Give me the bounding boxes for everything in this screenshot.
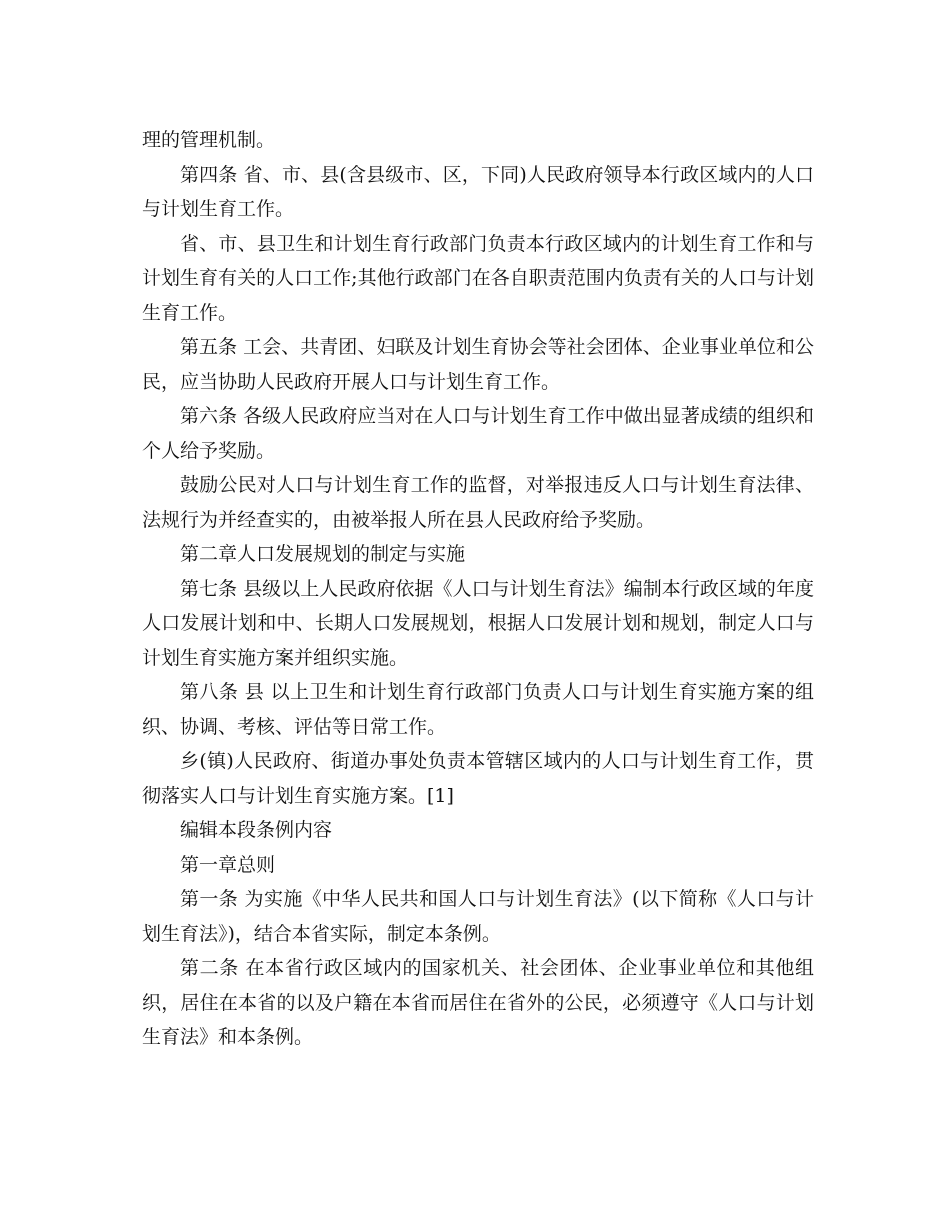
- paragraph-article-7: 第七条 县级以上人民政府依据《人口与计划生育法》编制本行政区域的年度人口发展计划和中、长期人口发展规划，根据人口发展计划和规划，制定人口与计划生育实施方案并组织实施。: [142, 577, 814, 669]
- chapter-1-heading: 第一章总则: [180, 853, 276, 876]
- paragraph-continuation: 理的管理机制。: [142, 129, 276, 151]
- paragraph-article-1: 第一条 为实施《中华人民共和国人口与计划生育法》(以下简称《人口与计划生育法》)，结合本省实际，制定本条例。: [142, 888, 814, 945]
- paragraph-article-6-part-2: 鼓励公民对人口与计划生育工作的监督，对举报违反人口与计划生育法律、法规行为并经查实的，由被举报人所在县人民政府给予奖励。: [142, 474, 814, 531]
- paragraph-article-8: 第八条 县 以上卫生和计划生育行政部门负责人口与计划生育实施方案的组织、协调、考核、评估等日常工作。: [142, 681, 814, 738]
- paragraph-article-8-part-2: 乡(镇)人民政府、街道办事处负责本管辖区域内的人口与计划生育工作，贯彻落实人口与计划生育实施方案。[1]: [142, 750, 814, 807]
- section-edit-heading: 编辑本段条例内容: [180, 819, 333, 841]
- paragraph-article-4-part-2: 省、市、县卫生和计划生育行政部门负责本行政区域内的计划生育工作和与计划生育有关的人口工作;其他行政部门在各自职责范围内负责有关的人口与计划生育工作。: [142, 232, 814, 324]
- paragraph-article-4: 第四条 省、市、县(含县级市、区，下同)人民政府领导本行政区域内的人口与计划生育工作。: [142, 163, 814, 220]
- paragraph-article-2: 第二条 在本省行政区域内的国家机关、社会团体、企业事业单位和其他组织，居住在本省的以及户籍在本省而居住在省外的公民，必须遵守《人口与计划生育法》和本条例。: [142, 957, 814, 1048]
- paragraph-article-6: 第六条 各级人民政府应当对在人口与计划生育工作中做出显著成绩的组织和个人给予奖励。: [142, 405, 814, 462]
- paragraph-article-5: 第五条 工会、共青团、妇联及计划生育协会等社会团体、企业事业单位和公民，应当协助人民政府开展人口与计划生育工作。: [142, 336, 814, 393]
- chapter-2-heading: 第二章人口发展规划的制定与实施: [180, 543, 466, 565]
- document-body: [142, 123, 814, 1055]
